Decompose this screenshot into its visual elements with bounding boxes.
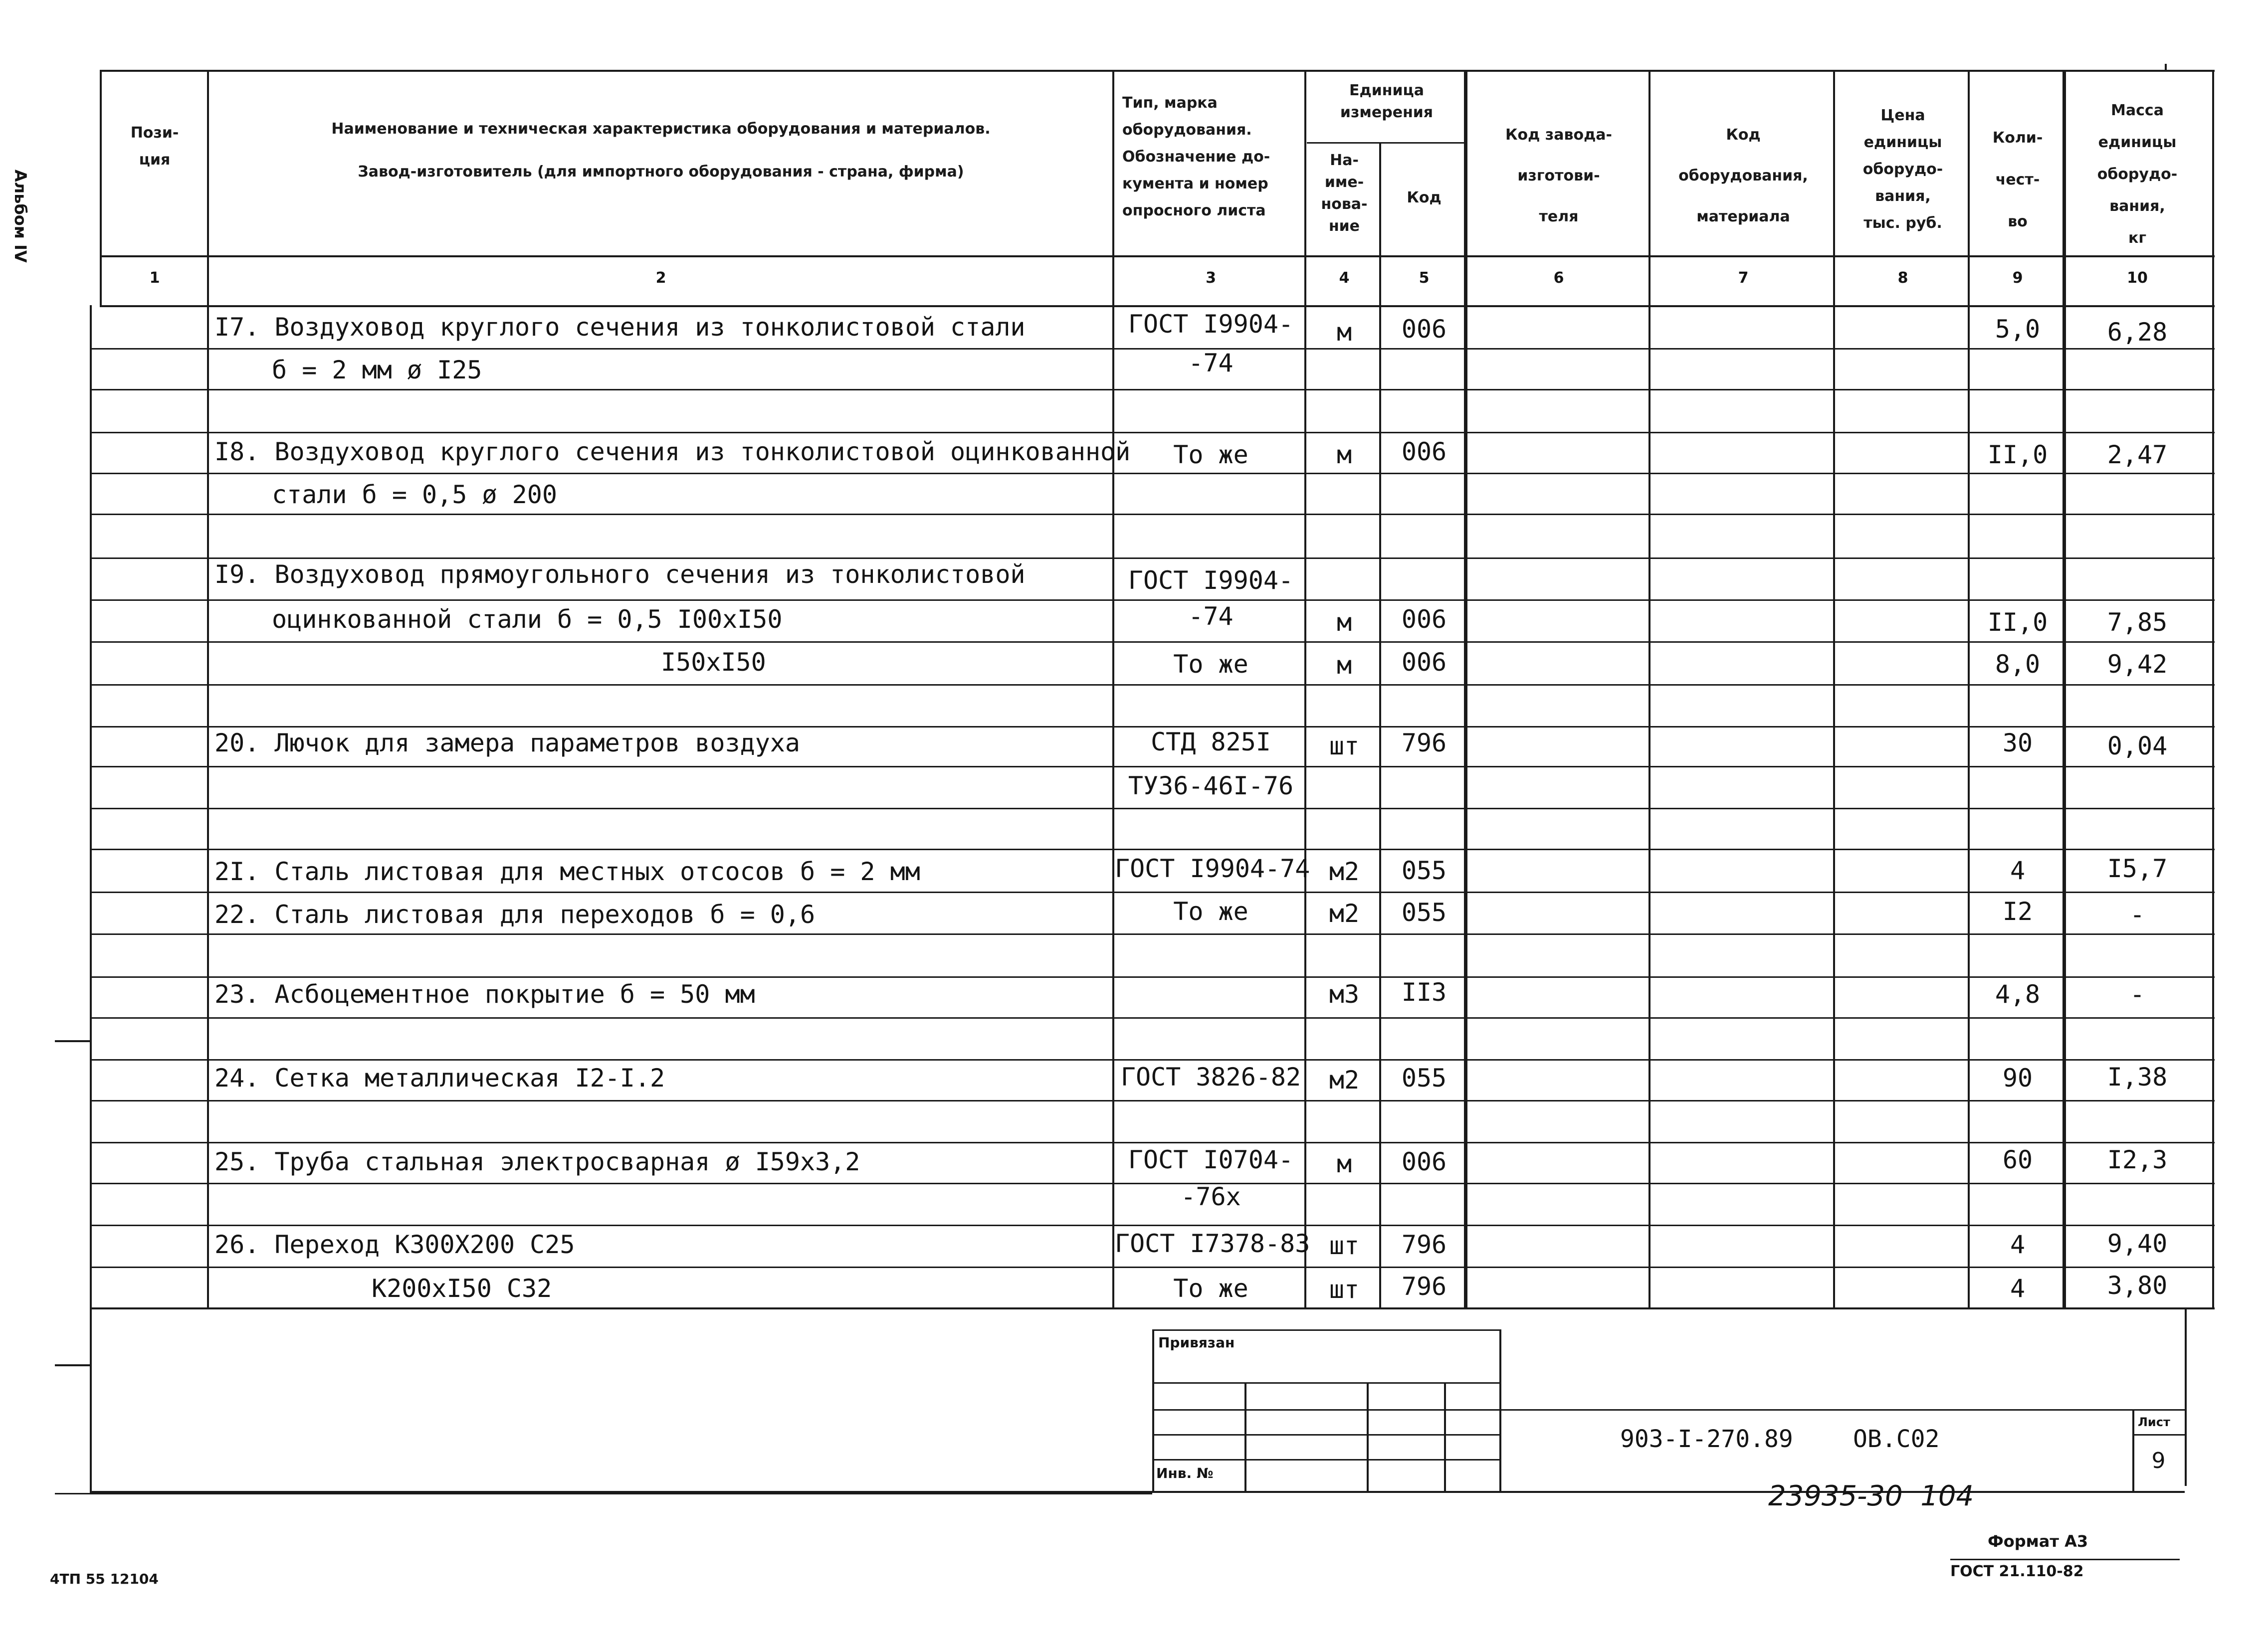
row-unit: шт	[1329, 1275, 1360, 1304]
row-item-name: 22. Сталь листовая для переходов б = 0,6	[214, 900, 816, 929]
row-item-name: стали б = 0,5 ø 200	[272, 480, 557, 509]
row-doc: То же	[1173, 650, 1248, 679]
row-code: 055	[1401, 1064, 1447, 1093]
row-item-name: б = 2 мм ø I25	[272, 356, 482, 384]
row-unit: м	[1336, 608, 1352, 637]
bottom-left-code: 4ТП 55 12104	[50, 1571, 159, 1587]
handwritten-number: 23935-30 104	[1768, 1480, 1974, 1512]
row-mass: 6,28	[2107, 318, 2168, 347]
row-item-name: I8. Воздуховод круглого сечения из тонколистовой оцинкованной	[214, 437, 1131, 466]
row-mass: 0,04	[2107, 732, 2168, 760]
row-unit: м	[1336, 651, 1352, 680]
row-code: 006	[1401, 605, 1447, 634]
column-number: 10	[2127, 269, 2148, 287]
row-item-name: I7. Воздуховод круглого сечения из тонколистовой стали	[214, 313, 1026, 342]
row-qty: I2	[2002, 897, 2033, 926]
row-item-name: 23. Асбоцементное покрытие б = 50 мм	[214, 980, 755, 1009]
row-unit: м	[1336, 318, 1352, 347]
row-mass: 9,40	[2107, 1229, 2168, 1258]
row-item-name: I50xI50	[661, 648, 766, 677]
column-number: 8	[1897, 269, 1908, 287]
row-doc: ГОСТ I9904-	[1128, 566, 1294, 595]
row-qty: 90	[2002, 1064, 2033, 1093]
row-mass: I2,3	[2107, 1145, 2168, 1174]
document-designation: 903-I-270.89	[1620, 1425, 1793, 1453]
column-number: 2	[655, 269, 666, 287]
row-doc: ГОСТ I9904-	[1128, 310, 1294, 339]
header-equipment-code: Код оборудования, материала	[1678, 126, 1808, 225]
document-section: ОВ.С02	[1853, 1425, 1940, 1453]
stamp-privyazan-label: Привязан	[1158, 1334, 1235, 1351]
header-name-line1: Наименование и техническая характеристика оборудования и материалов.	[331, 120, 991, 138]
row-code: 006	[1401, 437, 1447, 466]
row-code: 006	[1401, 315, 1447, 344]
sheet-label: Лист	[2138, 1415, 2170, 1429]
row-code: 055	[1401, 856, 1447, 885]
column-number: 7	[1738, 269, 1749, 287]
row-item-name: 20. Лючок для замера параметров воздуха	[214, 729, 800, 757]
column-number: 4	[1339, 269, 1350, 287]
row-item-name: 24. Сетка металлическая I2-I.2	[214, 1064, 665, 1093]
row-code: 796	[1401, 729, 1447, 757]
row-doc: СТД 825I	[1151, 728, 1271, 756]
header-unit-code: Код	[1407, 189, 1442, 206]
row-item-name: I9. Воздуховод прямоугольного сечения из тонколистовой	[214, 560, 1026, 589]
row-mass: 9,42	[2107, 650, 2168, 679]
row-qty: 8,0	[1995, 650, 2041, 679]
column-number: 3	[1206, 269, 1216, 287]
row-qty: 30	[2002, 729, 2033, 757]
row-code: 796	[1401, 1230, 1447, 1259]
column-number: 6	[1553, 269, 1564, 287]
row-mass: 2,47	[2107, 440, 2168, 469]
row-doc: ТУ36-46I-76	[1128, 771, 1294, 800]
row-doc: То же	[1173, 1274, 1248, 1303]
row-unit: м3	[1329, 980, 1360, 1009]
row-doc: -74	[1188, 349, 1234, 377]
row-doc: То же	[1173, 440, 1248, 469]
row-code: II3	[1401, 978, 1447, 1007]
album-side-label: Альбом IV	[11, 170, 30, 263]
row-doc: То же	[1173, 897, 1248, 926]
row-doc: ГОСТ I7378-83	[1115, 1229, 1310, 1258]
row-qty: 60	[2002, 1145, 2033, 1174]
format-label: Формат А3	[1988, 1532, 2088, 1551]
row-mass: I,38	[2107, 1063, 2168, 1092]
header-price: Цена единицы оборудо- вания, тыс. руб.	[1862, 107, 1943, 232]
header-type: Тип, марка оборудования. Обозначение до- кумента и номер опросного листа	[1122, 94, 1270, 219]
row-item-name: 25. Труба стальная электросварная ø I59x3,2	[214, 1147, 860, 1176]
stamp-inv-label: Инв. №	[1156, 1465, 1214, 1481]
column-number: 1	[149, 269, 160, 287]
row-unit: м	[1336, 440, 1352, 469]
row-qty: 4	[2010, 856, 2026, 885]
row-unit: м2	[1329, 857, 1360, 886]
row-doc: ГОСТ I0704-	[1128, 1145, 1294, 1174]
row-qty: 4,8	[1995, 980, 2041, 1009]
row-qty: II,0	[1987, 608, 2048, 637]
row-mass: 3,80	[2107, 1271, 2168, 1300]
row-doc: ГОСТ 3826-82	[1120, 1063, 1301, 1092]
row-qty: 5,0	[1995, 315, 2041, 344]
header-factory-code: Код завода- изготови- теля	[1505, 126, 1612, 225]
row-code: 006	[1401, 648, 1447, 677]
header-quantity: Коли- чест- во	[1992, 129, 2043, 230]
standard-label: ГОСТ 21.110-82	[1950, 1563, 2084, 1580]
row-unit: м2	[1329, 1066, 1360, 1095]
header-mass: Масса единицы оборудо- вания, кг	[2097, 102, 2178, 247]
row-unit: шт	[1329, 1231, 1360, 1260]
row-qty: II,0	[1987, 440, 2048, 469]
header-position: Пози- ция	[130, 124, 179, 169]
row-item-name: оцинкованной стали б = 0,5 I00xI50	[272, 605, 783, 634]
row-item-name: 26. Переход К300X200 С25	[214, 1230, 575, 1259]
header-name-line2: Завод-изготовитель (для импортного оборудования - страна, фирма)	[358, 163, 964, 181]
sheet-number: 9	[2151, 1448, 2166, 1473]
row-item-name: К200xI50 С32	[372, 1274, 552, 1303]
row-doc: -74	[1188, 602, 1234, 631]
row-unit: м	[1336, 1149, 1352, 1178]
header-unit-name: На- име- нова- ние	[1321, 152, 1368, 235]
row-item-name: 2I. Сталь листовая для местных отсосов б = 2 мм	[214, 857, 920, 886]
row-mass: -	[2129, 900, 2145, 929]
row-code: 006	[1401, 1147, 1447, 1176]
row-doc: ГОСТ I9904-74	[1115, 854, 1310, 883]
row-unit: м2	[1329, 899, 1360, 928]
row-mass: -	[2129, 980, 2145, 1009]
column-number: 9	[2012, 269, 2023, 287]
row-qty: 4	[2010, 1274, 2026, 1303]
row-code: 055	[1401, 898, 1447, 927]
row-mass: I5,7	[2107, 854, 2168, 883]
row-mass: 7,85	[2107, 608, 2168, 637]
column-number: 5	[1419, 269, 1430, 287]
header-unit-group: Единица измерения	[1340, 82, 1434, 121]
row-code: 796	[1401, 1272, 1447, 1301]
row-doc: -76x	[1181, 1182, 1241, 1211]
row-unit: шт	[1329, 732, 1360, 760]
row-qty: 4	[2010, 1230, 2026, 1259]
